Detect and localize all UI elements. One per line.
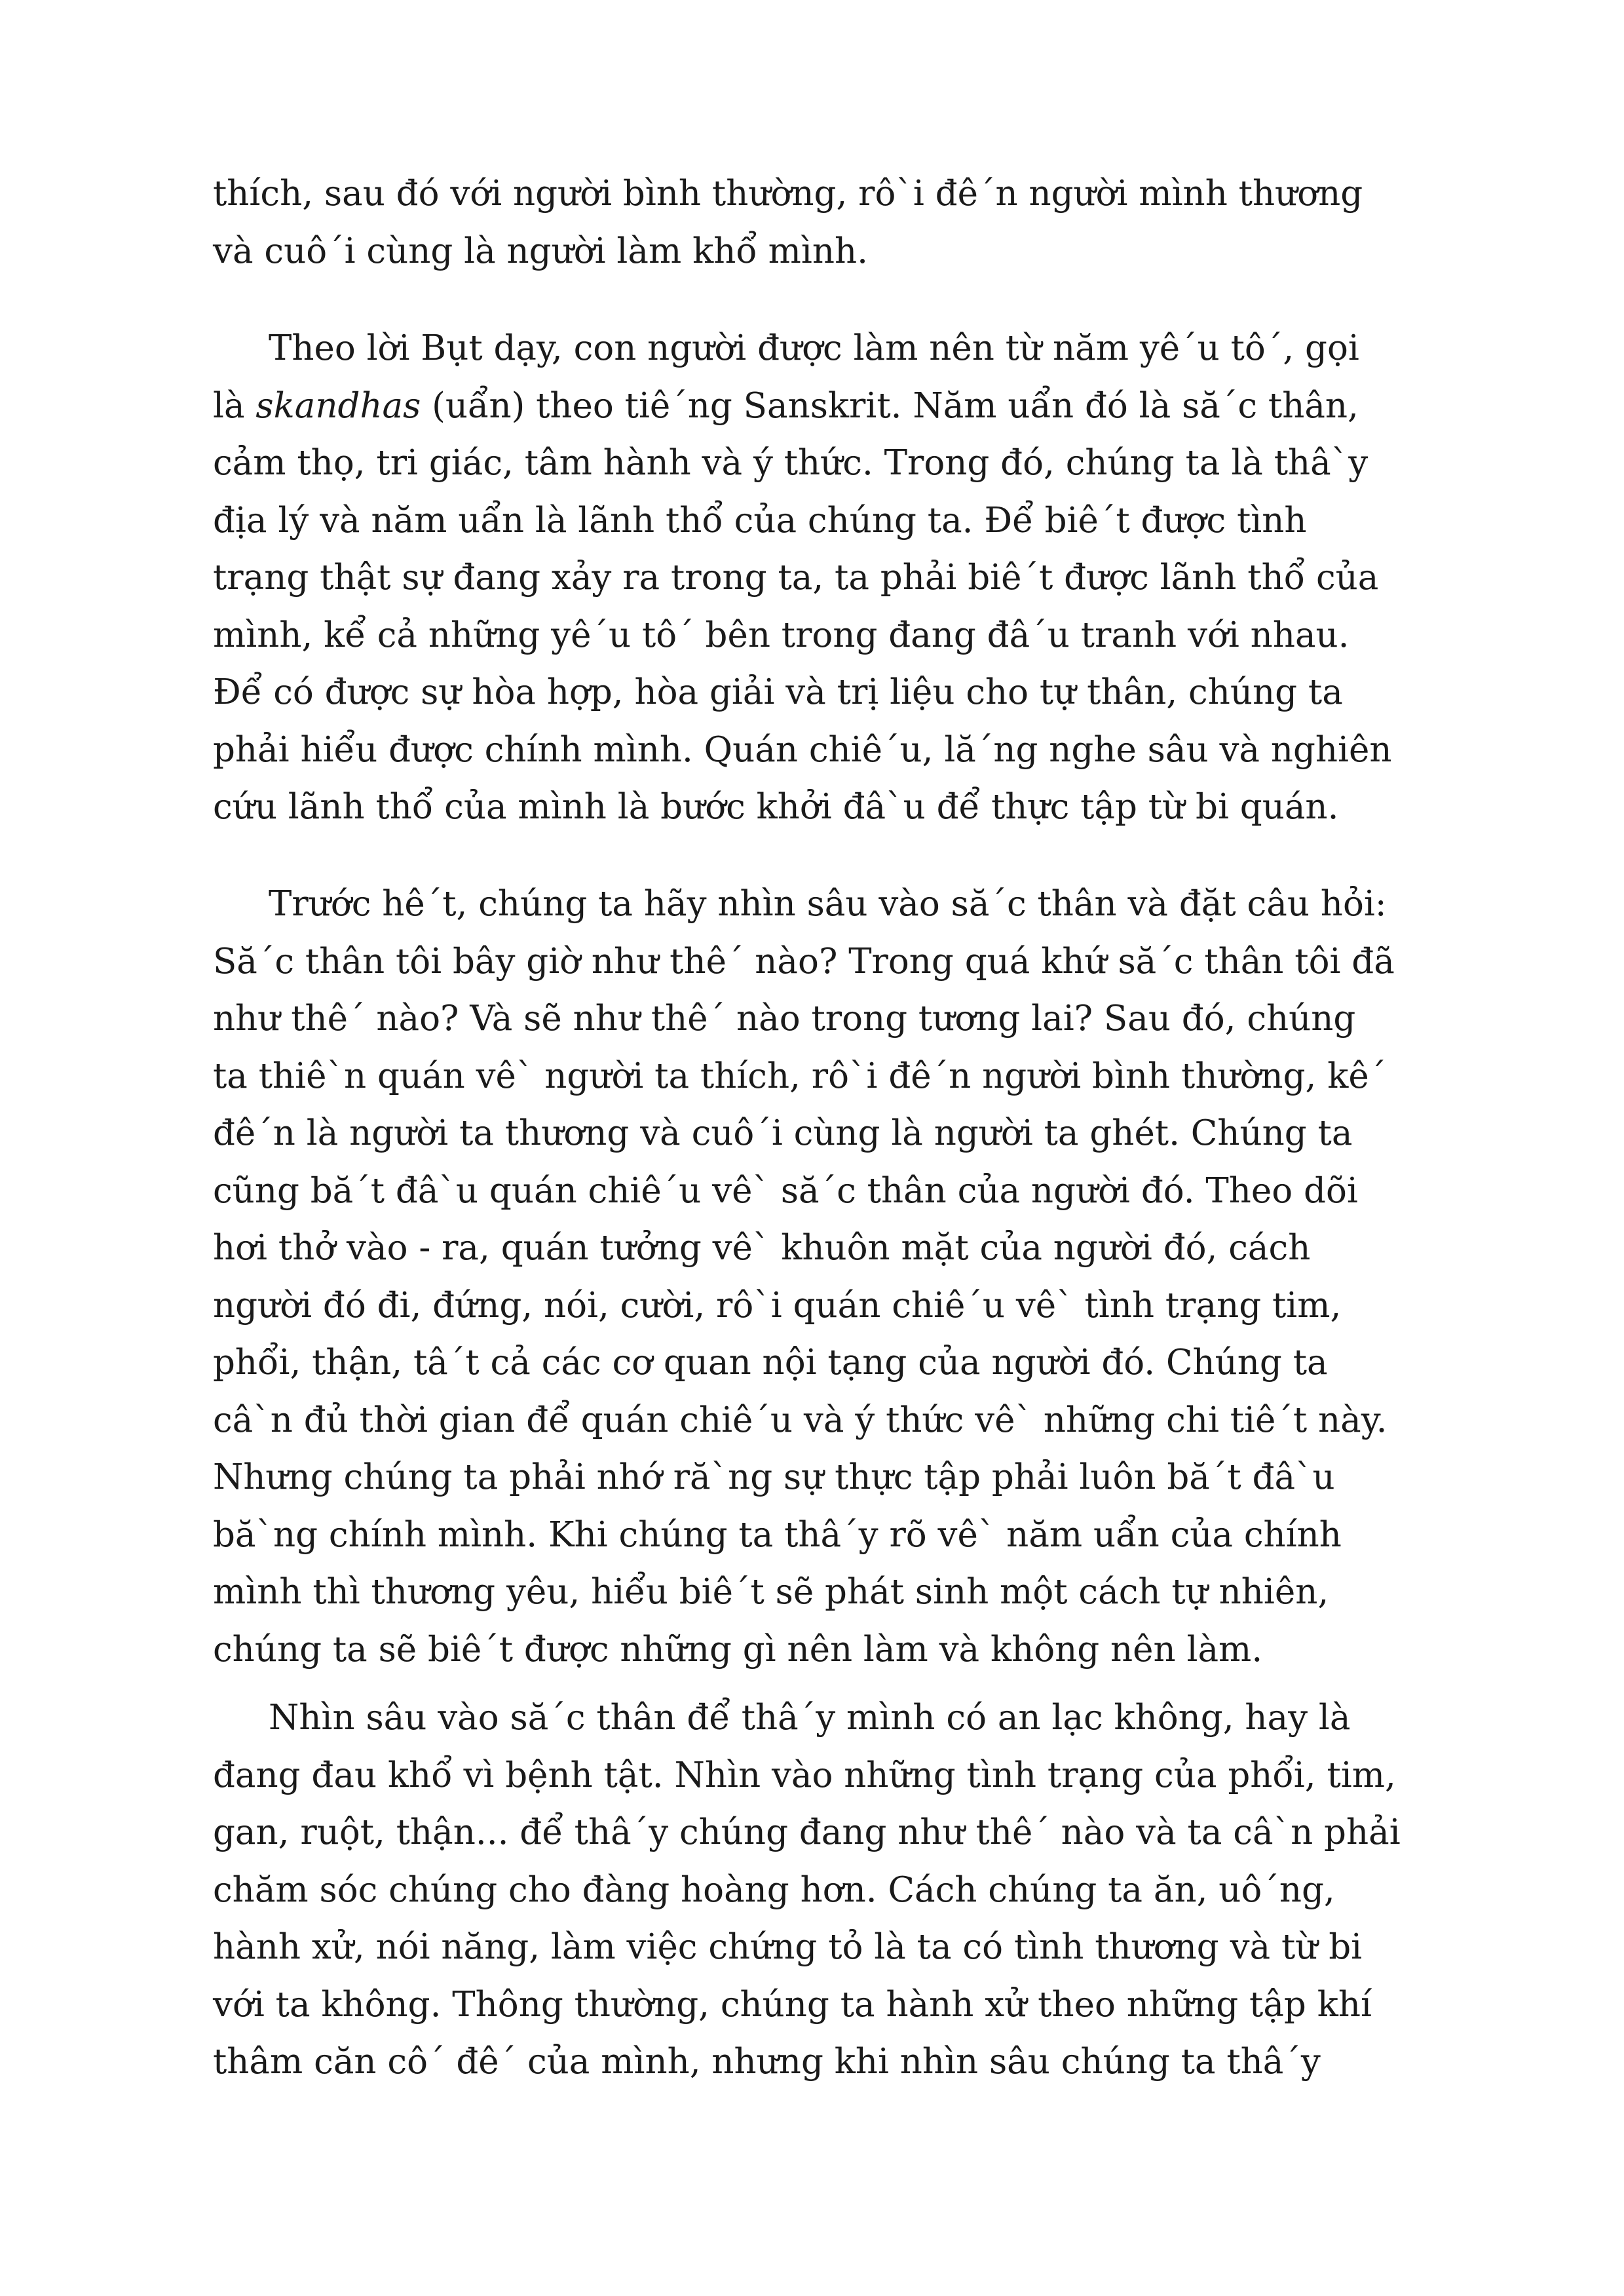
paragraph-2 [213,320,1422,836]
text-line: người đó đi, đứng, nói, cười, rô`i quán chiê´u vê` tình trạng tim, [213,1285,1342,1326]
paragraph-3 [213,875,1422,1678]
text-line: câ`n đủ thời gian để quán chiê´u và ý thức vê` những chi tiê´t này. [213,1400,1388,1440]
text-line: phổi, thận, tâ´t cả các cơ quan nội tạng của người đó. Chúng ta [213,1343,1328,1383]
text-line-mixed [213,377,1422,435]
text-line: đang đau khổ vì bệnh tật. Nhìn vào những tình trạng của phổi, tim, [213,1755,1396,1795]
text-line: mình, kể cả những yê´u tô´ bên trong đang đâ´u tranh với nhau. [213,615,1350,655]
text-line: như thê´ nào? Và sẽ như thê´ nào trong tương lai? Sau đó, chúng [213,999,1356,1039]
text-line: với ta không. Thông thường, chúng ta hành xử theo những tập khí [213,1984,1372,2025]
text-line: cũng bă´t đâ`u quán chiê´u vê` să´c thân của người đó. Theo dõi [213,1170,1358,1211]
text-line: địa lý và năm uẩn là lãnh thổ của chúng ta. Để biê´t được tình [213,500,1307,541]
text-line: gan, ruột, thận... để thâ´y chúng đang như thê´ nào và ta câ`n phải [213,1812,1401,1852]
text-line: hành xử, nói năng, làm việc chứng tỏ là ta có tình thương và từ bi [213,1927,1363,1967]
text-line: Să´c thân tôi bây giờ như thê´ nào? Trong quá khứ să´c thân tôi đã [213,941,1395,982]
text-line: Để có được sự hòa hợp, hòa giải và trị liệu cho tự thân, chúng ta [213,672,1343,712]
text-line: Nhưng chúng ta phải nhớ ră`ng sự thực tập phải luôn bă´t đâ`u [213,1457,1335,1497]
text-run: là [213,385,256,426]
text-line: chăm sóc chúng cho đàng hoàng hơn. Cách chúng ta ăn, uô´ng, [213,1869,1335,1910]
text-line: Nhìn sâu vào să´c thân để thâ´y mình có an lạc không, hay là [269,1698,1351,1738]
text-line: bă`ng chính mình. Khi chúng ta thâ´y rõ vê` năm uẩn của chính [213,1514,1342,1555]
text-line: mình thì thương yêu, hiểu biê´t sẽ phát sinh một cách tự nhiên, [213,1572,1329,1612]
text-line: cảm thọ, tri giác, tâm hành và ý thức. Trong đó, chúng ta là thâ`y [213,443,1369,483]
text-line: trạng thật sự đang xảy ra trong ta, ta phải biê´t được lãnh thổ của [213,558,1379,598]
text-line: hơi thở vào - ra, quán tưởng vê` khuôn mặt của người đó, cách [213,1228,1311,1268]
text-line: và cuô´i cùng là người làm khổ mình. [213,231,868,271]
text-line: chúng ta sẽ biê´t được những gì nên làm và không nên làm. [213,1629,1263,1670]
italic-term: skandhas [255,385,421,426]
text-line: cứu lãnh thổ của mình là bước khởi đâ`u để thực tập từ bi quán. [213,787,1339,827]
text-line: ta thiê`n quán vê` người ta thích, rô`i đê´n người bình thường, kê´ [213,1056,1387,1096]
text-line: phải hiểu được chính mình. Quán chiê´u, lă´ng nghe sâu và nghiên [213,729,1392,770]
text-line: thích, sau đó với người bình thường, rô`i đê´n người mình thương [213,174,1363,214]
text-line: Trước hê´t, chúng ta hãy nhìn sâu vào să´c thân và đặt câu hỏi: [269,884,1387,924]
paragraph-1 [213,165,1422,280]
paragraph-4 [213,1689,1422,2091]
text-line: đê´n là người ta thương và cuô´i cùng là người ta ghét. Chúng ta [213,1113,1353,1153]
text-run: (uẩn) theo tiê´ng Sanskrit. Năm uẩn đó là să´c thân, [421,385,1359,426]
text-line: thâm căn cô´ đê´ của mình, nhưng khi nhìn sâu chúng ta thâ´y [213,2042,1321,2082]
text-line: Theo lời Bụt dạy, con người được làm nên từ năm yê´u tô´, gọi [269,328,1359,368]
